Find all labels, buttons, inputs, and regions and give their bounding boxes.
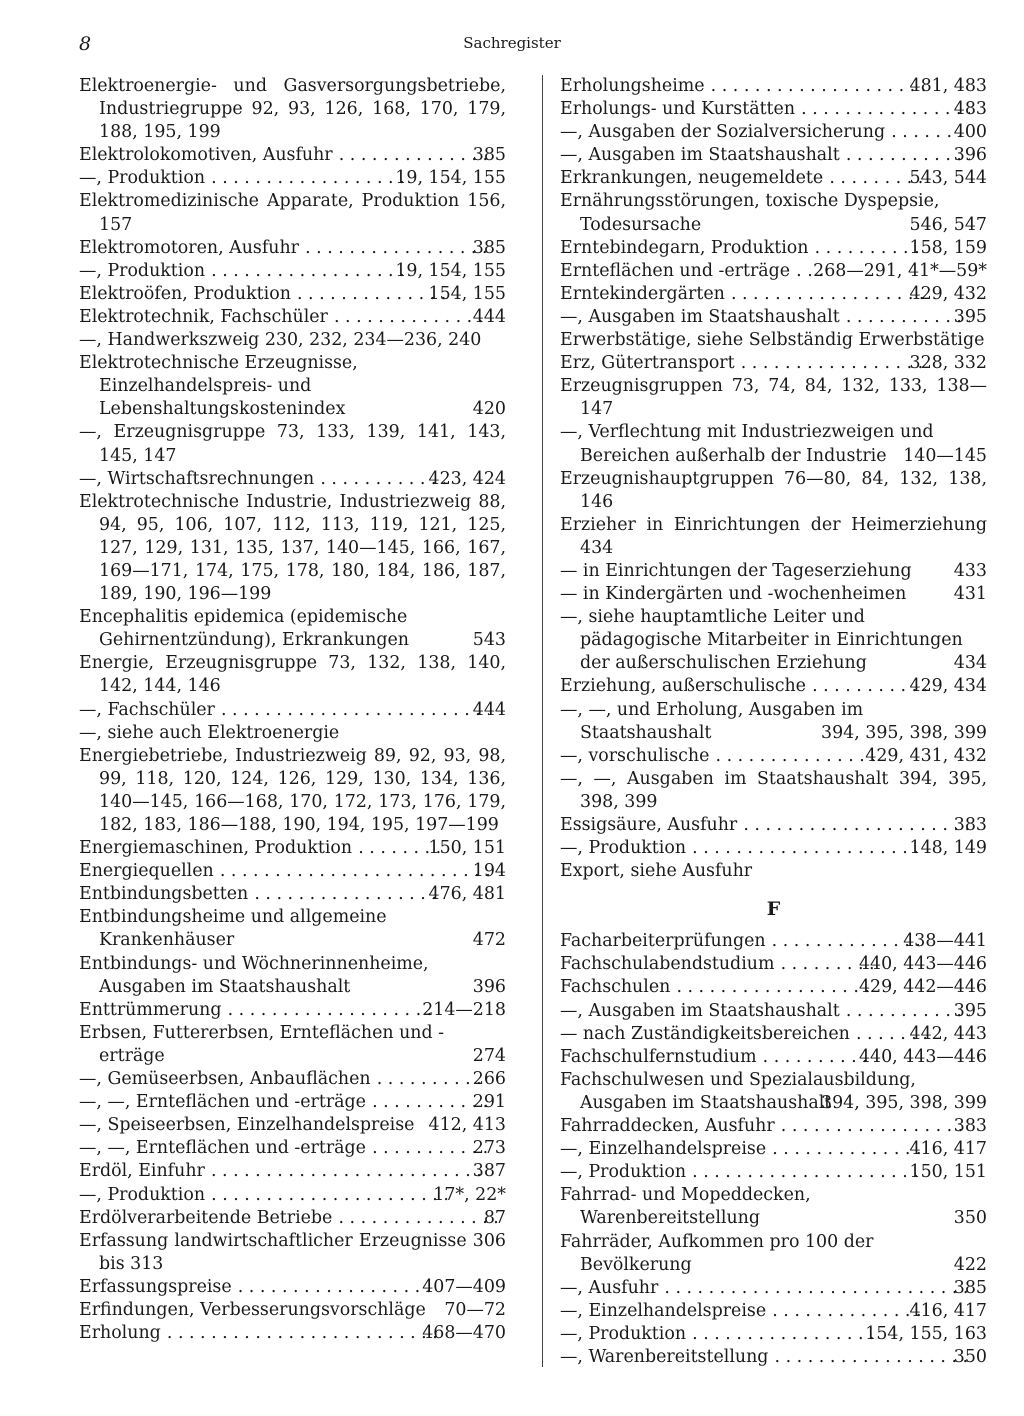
- index-entry-term: — in Kindergärten und -wochenheimen: [560, 584, 907, 605]
- dot-leader: [761, 1046, 875, 1069]
- index-entry-pages: 444: [472, 699, 506, 720]
- index-entry-pages: 19, 154, 155: [395, 260, 506, 281]
- index-entry-pages: 158, 159: [909, 237, 987, 258]
- index-entry-pages: 429, 431, 432: [865, 745, 987, 766]
- index-entry-pages: 328, 332: [909, 353, 987, 374]
- index-entry: [79, 883, 506, 906]
- dot-leader: [165, 1322, 438, 1345]
- index-entry: [79, 1230, 506, 1276]
- index-entry: [560, 352, 987, 375]
- index-entry: [79, 953, 506, 999]
- index-entry-pages: 395: [953, 306, 987, 327]
- index-entry: [560, 976, 987, 999]
- index-entry: [79, 606, 506, 652]
- index-entry-pages: 383: [953, 1116, 987, 1137]
- index-entry: [79, 1184, 506, 1207]
- index-entry-term: Erfassung landwirtschaftlicher Erzeugnisse 306 bis 313: [79, 1230, 506, 1274]
- index-entry-term: —, Produktion: [79, 168, 206, 189]
- index-entry-pages: 396: [472, 976, 506, 997]
- index-entry-term: Entbindungsbetten: [79, 884, 249, 905]
- dot-leader: [209, 1184, 449, 1207]
- index-entry-term: Erzieher in Einrichtungen der Heimerziehung 434: [560, 514, 987, 558]
- page-number: 8: [79, 33, 92, 55]
- index-entry: [560, 1000, 987, 1023]
- index-entry-term: —, Speiseerbsen, Einzelhandelspreise: [79, 1115, 415, 1136]
- dot-leader: [318, 468, 444, 491]
- index-entry-pages: 481, 483: [909, 76, 987, 96]
- index-entry: [79, 722, 506, 745]
- index-entry-term: Fahrrad- und Mopeddecken, Warenbereitstellung: [560, 1185, 811, 1229]
- index-entry-term: — nach Zuständigkeitsbereichen: [560, 1023, 850, 1044]
- index-entry: [79, 468, 506, 491]
- index-entry-pages: 442, 443: [909, 1023, 987, 1044]
- index-entry: [79, 75, 506, 144]
- index-entry: [79, 745, 506, 837]
- index-entry-term: —, —, Ausgaben im Staatshaushalt 394, 395, 398, 399: [560, 768, 987, 812]
- index-entry: [560, 144, 987, 167]
- index-entry-pages: 385: [472, 145, 506, 166]
- dot-leader: [690, 1323, 881, 1346]
- index-entry-term: —, Ausfuhr: [560, 1277, 659, 1298]
- index-entry-term: —, Gemüseerbsen, Anbauflächen: [79, 1069, 371, 1090]
- index-entry: [560, 1346, 987, 1369]
- dot-leader: [295, 283, 445, 306]
- index-entry: [79, 837, 506, 860]
- index-entry: [560, 699, 987, 745]
- dot-leader: [844, 1000, 970, 1023]
- index-entry: [560, 75, 987, 98]
- dot-leader: [810, 675, 926, 698]
- index-entry: [79, 1207, 506, 1230]
- dot-leader: [219, 699, 489, 722]
- index-entry-pages: 438—441: [903, 931, 987, 952]
- index-entry: [560, 1184, 987, 1230]
- index-entry: [560, 1161, 987, 1184]
- index-entry-pages: 472: [472, 930, 506, 951]
- index-entry-term: Fachschulwesen und Spezialausbildung, Ausgaben im Staatshaushalt: [560, 1069, 916, 1113]
- dot-leader: [332, 306, 489, 329]
- dot-leader: [209, 1160, 489, 1183]
- index-entry: [560, 1138, 987, 1161]
- index-entry: [79, 1114, 506, 1137]
- index-entry-pages: 383: [953, 815, 987, 835]
- index-entry-term: Energiebetriebe, Industriezweig 89, 92, 93, 98, 99, 118, 120, 124, 126, 129, 130, 134, 136, 140—145, 166—168, 170, 172, 173, 176, 179, 182, 183, 186—188, 190, 194, 195, 197—199: [79, 745, 506, 835]
- index-entry-pages: 407—409: [422, 1276, 506, 1297]
- index-entry: [560, 1323, 987, 1346]
- index-entry: [79, 652, 506, 698]
- index-entry-term: Export, siehe Ausfuhr: [560, 861, 753, 882]
- index-entry-term: —, Produktion: [79, 1184, 206, 1205]
- index-entry-pages: 416, 417: [909, 1139, 987, 1160]
- index-entry: [560, 560, 987, 583]
- index-entry: [560, 98, 987, 121]
- dot-leader: [375, 1068, 489, 1091]
- index-entry-term: Erzeugnishauptgruppen 76—80, 84, 132, 138, 146: [560, 468, 987, 512]
- index-entry: [79, 1160, 506, 1183]
- index-entry: [560, 329, 987, 352]
- index-entry-term: —, vorschulische: [560, 745, 710, 766]
- column-divider: [542, 75, 543, 1367]
- index-entry-term: Erz, Gütertransport: [560, 353, 735, 374]
- index-entry-term: Elektromedizinische Apparate, Produktion 156, 157: [79, 191, 506, 235]
- index-entry-term: Erdölverarbeitende Betriebe: [79, 1207, 333, 1228]
- index-entry: [79, 1022, 506, 1068]
- index-entry-pages: 423, 424: [428, 468, 506, 489]
- index-entry-pages: 274: [472, 1045, 506, 1066]
- dot-leader: [209, 260, 411, 283]
- index-entry: [560, 1023, 987, 1046]
- dot-leader: [252, 883, 444, 906]
- index-entry-pages: 440, 443—446: [858, 954, 987, 975]
- index-entry-pages: 291: [472, 1092, 506, 1113]
- index-entry-pages: 546, 547: [909, 214, 987, 235]
- dot-leader: [690, 1161, 926, 1184]
- index-entry-term: Elektromotoren, Ausfuhr: [79, 237, 299, 258]
- index-entry: [560, 745, 987, 768]
- index-entry: [79, 860, 506, 883]
- index-entry: [560, 1069, 987, 1115]
- index-entry-pages: 440, 443—446: [858, 1046, 987, 1067]
- index-entry-term: Elektrotechnik, Fachschüler: [79, 306, 328, 327]
- dot-leader: [812, 237, 925, 260]
- index-entry-term: Erntebindegarn, Produktion: [560, 237, 809, 258]
- index-entry-term: Erholungs- und Kurstätten: [560, 99, 796, 120]
- index-group-e: [560, 75, 987, 883]
- index-entry-pages: 416, 417: [909, 1300, 987, 1321]
- index-entry-term: —, siehe hauptamtliche Leiter und pädagogische Mitarbeiter in Einrichtungen der außerschulischen Erziehung: [560, 607, 963, 674]
- index-entry-term: —, Fachschüler: [79, 699, 215, 720]
- index-entry: [79, 906, 506, 952]
- index-entry-term: Ernährungsstörungen, toxische Dyspepsie, Todesursache: [560, 191, 940, 235]
- dot-leader: [236, 1276, 439, 1299]
- dot-leader: [226, 999, 439, 1022]
- dot-leader: [713, 745, 881, 768]
- index-entry: [79, 1091, 506, 1114]
- index-entry-pages: 87: [483, 1207, 506, 1228]
- index-entry-term: Energiequellen: [79, 861, 214, 882]
- index-entry-pages: 214—218: [422, 999, 506, 1020]
- index-entry: [560, 1300, 987, 1323]
- index-entry-term: Fahrräder, Aufkommen pro 100 der Bevölkerung: [560, 1231, 874, 1275]
- index-entry-term: — in Einrichtungen der Tageserziehung: [560, 560, 912, 581]
- index-entry-pages: 194: [472, 861, 506, 882]
- index-entry: [79, 491, 506, 606]
- index-entry: [560, 1231, 987, 1277]
- dot-leader: [770, 1300, 925, 1323]
- index-entry-term: —, Verflechtung mit Industriezweigen und Bereichen außerhalb der Industrie: [560, 422, 934, 466]
- index-entry-pages: 395: [953, 1000, 987, 1021]
- dot-leader: [741, 814, 970, 837]
- index-entry: [560, 1115, 987, 1138]
- index-entry-term: —, Produktion: [560, 1323, 687, 1344]
- index-entry-term: Erfindungen, Verbesserungsvorschläge: [79, 1299, 426, 1320]
- index-entry-term: Encephalitis epidemica (epidemische Gehirnentzündung), Erkrankungen: [79, 607, 409, 651]
- index-entry: [560, 675, 987, 698]
- index-entry: [79, 1322, 506, 1345]
- dot-leader: [370, 1091, 489, 1114]
- index-entry: [79, 237, 506, 260]
- index-entry: [560, 837, 987, 860]
- index-entry-term: —, Ausgaben im Staatshaushalt: [560, 1000, 840, 1021]
- index-entry: [79, 283, 506, 306]
- index-entry-term: —, —, und Erholung, Ausgaben im Staatshaushalt: [560, 699, 864, 743]
- index-entry-pages: 543, 544: [909, 168, 987, 189]
- section-letter: F: [766, 898, 781, 921]
- index-entry-pages: 394, 395, 398, 399: [821, 722, 987, 743]
- index-entry-pages: 385: [472, 237, 506, 258]
- index-entry-term: Elektrotechnische Erzeugnisse, Einzelhandelspreis- und Lebenshaltungskostenindex: [79, 353, 358, 420]
- index-entry-pages: 268—291, 41*—59*: [813, 260, 987, 281]
- index-entry-term: Erwerbstätige, siehe Selbständig Erwerbstätige: [560, 330, 985, 351]
- index-entry-pages: 429, 434: [909, 676, 987, 697]
- index-entry-term: Erziehung, außerschulische: [560, 676, 806, 697]
- index-entry-term: —, Produktion: [560, 1162, 687, 1183]
- dot-leader: [674, 976, 875, 999]
- index-entry: [79, 699, 506, 722]
- index-entry: [79, 1299, 506, 1322]
- index-entry-term: Erholung: [79, 1323, 161, 1344]
- running-head: Sachregister: [463, 34, 561, 52]
- index-entry: [79, 352, 506, 421]
- index-entry-term: Entbindungs- und Wöchnerinnenheime, Ausgaben im Staatshaushalt: [79, 953, 429, 997]
- index-entry: [79, 329, 506, 352]
- index-entry: [560, 260, 987, 283]
- index-entry-pages: 412, 413: [428, 1115, 506, 1136]
- index-entry: [79, 1068, 506, 1091]
- index-entry-pages: 431: [953, 584, 987, 605]
- index-entry-term: Fachschulen: [560, 977, 671, 998]
- index-entry-term: Erfassungspreise: [79, 1276, 232, 1297]
- index-entry-term: Entbindungsheime und allgemeine Krankenhäuser: [79, 907, 387, 951]
- index-entry-term: Erkrankungen, neugemeldete: [560, 168, 824, 189]
- index-entry: [560, 930, 987, 953]
- dot-leader: [799, 98, 970, 121]
- index-entry-pages: 429, 442—446: [858, 977, 987, 998]
- index-entry-pages: 150, 151: [909, 1162, 987, 1183]
- index-entry-pages: 433: [953, 560, 987, 581]
- index-entry-term: Elektroenergie- und Gasversorgungsbetriebe, Industriegruppe 92, 93, 126, 168, 170, 179, 188, 195, 199: [79, 76, 506, 143]
- index-entry: [79, 260, 506, 283]
- index-entry-pages: 468—470: [422, 1323, 506, 1344]
- index-entry-term: —, Einzelhandelspreise: [560, 1139, 767, 1160]
- index-entry: [79, 421, 506, 467]
- index-entry-term: Elektrotechnische Industrie, Industriezweig 88, 94, 95, 106, 107, 112, 113, 119, 121, 125, 127, 129, 131, 135, 137, 140—145, 166, 167, 169—171, 174, 175, 178, 180, 184, 186, 187, 189, 190, 196—199: [79, 491, 506, 605]
- index-entry: [560, 190, 987, 236]
- index-entry-pages: 476, 481: [428, 884, 506, 905]
- index-entry: [560, 121, 987, 144]
- dot-leader: [662, 1277, 970, 1300]
- index-entry-term: —, Ausgaben im Staatshaushalt: [560, 306, 840, 327]
- index-entry-term: —, Produktion: [560, 838, 687, 859]
- index-entry: [79, 190, 506, 236]
- index-entry-term: —, Produktion: [79, 260, 206, 281]
- index-entry-pages: 17*, 22*: [433, 1184, 506, 1205]
- index-entry: [560, 375, 987, 421]
- index-entry-term: —, —, Ernteflächen und -erträge: [79, 1138, 366, 1159]
- index-entry-pages: 543: [472, 630, 506, 651]
- index-entry-term: —, Warenbereitstellung: [560, 1346, 769, 1367]
- index-entry-term: Fachschulabendstudium: [560, 954, 775, 975]
- dot-leader: [844, 144, 970, 167]
- index-entry-term: Erdöl, Einfuhr: [79, 1161, 205, 1182]
- index-entry-pages: 387: [472, 1161, 506, 1182]
- index-entry-pages: 154, 155, 163: [865, 1323, 987, 1344]
- index-entry-term: —, Erzeugnisgruppe 73, 133, 139, 141, 143, 145, 147: [79, 422, 506, 466]
- dot-leader: [337, 144, 489, 167]
- index-entry: [79, 144, 506, 167]
- index-entry-pages: 273: [472, 1138, 506, 1159]
- index-entry-pages: 434: [953, 653, 987, 674]
- index-entry-term: Erbsen, Futtererbsen, Ernteflächen und -erträge: [79, 1022, 445, 1066]
- index-entry: [560, 768, 987, 814]
- index-entry-term: —, siehe auch Elektroenergie: [79, 722, 340, 743]
- index-entry-pages: 150, 151: [428, 838, 506, 859]
- index-entry: [560, 167, 987, 190]
- dot-leader: [209, 167, 411, 190]
- dot-leader: [770, 930, 920, 953]
- index-entry: [560, 468, 987, 514]
- index-entry: [560, 860, 987, 883]
- index-entry-term: Facharbeiterprüfungen: [560, 931, 766, 952]
- index-entry: [560, 953, 987, 976]
- index-entry-pages: 444: [472, 306, 506, 327]
- dot-leader: [218, 860, 489, 883]
- index-entry: [560, 814, 987, 837]
- index-entry-term: —, Wirtschaftsrechnungen: [79, 468, 315, 489]
- index-entry-term: Erzeugnisgruppen 73, 74, 84, 132, 133, 138—147: [560, 376, 987, 420]
- index-entry-pages: 429, 432: [909, 283, 987, 304]
- dot-leader: [370, 1137, 489, 1160]
- index-entry: [560, 514, 987, 560]
- index-entry: [79, 1276, 506, 1299]
- index-entry-pages: 19, 154, 155: [395, 168, 506, 189]
- dot-leader: [303, 237, 489, 260]
- index-entry-term: Erholungsheime: [560, 76, 705, 96]
- index-entry: [560, 237, 987, 260]
- index-entry-term: Energie, Erzeugnisgruppe 73, 132, 138, 140, 142, 144, 146: [79, 653, 506, 697]
- dot-leader: [739, 352, 926, 375]
- index-entry-term: Fahrraddecken, Ausfuhr: [560, 1116, 775, 1137]
- dot-leader: [690, 837, 926, 860]
- index-entry-term: —, Ausgaben im Staatshaushalt: [560, 145, 840, 166]
- index-entry-pages: 483: [953, 99, 987, 120]
- dot-leader: [729, 283, 926, 306]
- dot-leader: [772, 1346, 969, 1369]
- index-entry-pages: 350: [953, 1346, 987, 1367]
- index-entry-pages: 266: [472, 1069, 506, 1090]
- index-entry: [560, 421, 987, 467]
- index-entry-term: Enttrümmerung: [79, 999, 222, 1020]
- index-entry: [79, 306, 506, 329]
- index-entry-pages: 396: [953, 145, 987, 166]
- dot-leader: [844, 306, 970, 329]
- index-entry: [560, 283, 987, 306]
- index-entry-term: —, Ausgaben der Sozialversicherung: [560, 122, 886, 143]
- index-entry: [560, 583, 987, 606]
- index-entry: [79, 999, 506, 1022]
- dot-leader: [770, 1138, 925, 1161]
- index-entry-term: Elektroöfen, Produktion: [79, 283, 291, 304]
- index-entry-term: —, —, Ernteflächen und -erträge: [79, 1092, 366, 1113]
- index-entry-pages: 385: [953, 1277, 987, 1298]
- index-entry-term: Ernteflächen und -erträge: [560, 260, 791, 281]
- index-entry-pages: 420: [472, 399, 506, 420]
- index-entry: [560, 606, 987, 675]
- index-entry-pages: 148, 149: [909, 838, 987, 859]
- index-entry-term: —, Einzelhandelspreise: [560, 1300, 767, 1321]
- index-column-left: [79, 75, 506, 1345]
- index-entry: [560, 1046, 987, 1069]
- index-entry-term: —, Handwerkszweig 230, 232, 234—236, 240: [79, 330, 482, 351]
- dot-leader: [709, 75, 926, 98]
- index-entry-pages: 422: [953, 1254, 987, 1275]
- index-entry: [560, 1277, 987, 1300]
- dot-leader: [336, 1207, 500, 1230]
- index-entry-pages: 394, 395, 398, 399: [821, 1092, 987, 1113]
- index-entry-pages: 350: [953, 1208, 987, 1229]
- index-entry: [560, 306, 987, 329]
- index-entry-term: Essigsäure, Ausfuhr: [560, 815, 738, 835]
- index-entry: [79, 1137, 506, 1160]
- index-entry-term: Erntekindergärten: [560, 283, 725, 304]
- index-entry-term: Fachschulfernstudium: [560, 1046, 757, 1067]
- dot-leader: [779, 1115, 970, 1138]
- index-entry-term: Elektrolokomotiven, Ausfuhr: [79, 145, 333, 166]
- index-entry-pages: 154, 155: [428, 283, 506, 304]
- index-entry-pages: 400: [953, 122, 987, 143]
- index-entry-pages: 70—72: [444, 1299, 506, 1320]
- index-column-right: [560, 75, 987, 1369]
- index-entry-pages: 140—145: [903, 445, 987, 466]
- index-entry-term: Energiemaschinen, Produktion: [79, 838, 353, 859]
- index-group-f: [560, 930, 987, 1369]
- index-entry: [79, 167, 506, 190]
